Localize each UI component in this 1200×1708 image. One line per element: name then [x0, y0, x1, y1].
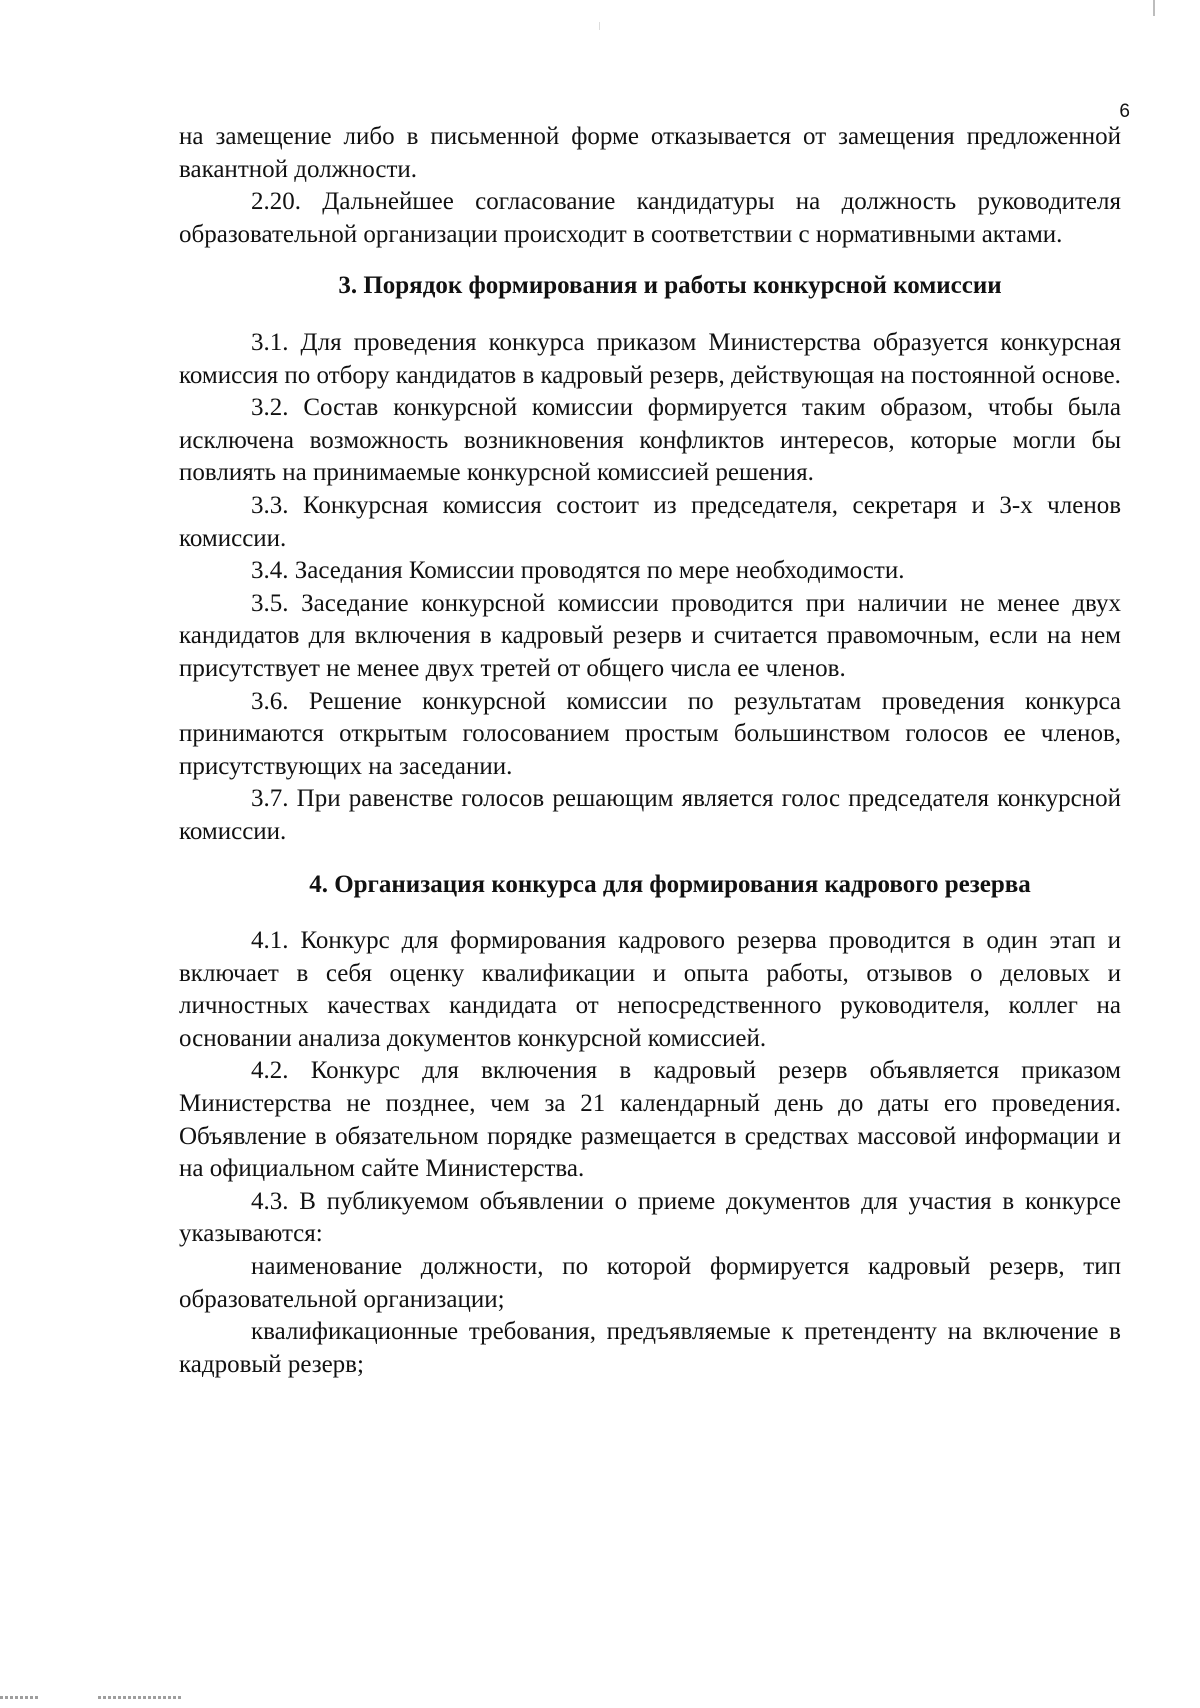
paragraph-4-1: 4.1. Конкурс для формирования кадрового резерва проводится в один этап и включает в себя оценку квалификации и опыта работы, отзывов о деловых и личностных качествах кандидата от непосредственного руководителя, коллег на основании анализа документов конкурсной комиссией. — [179, 927, 1121, 1052]
scan-edge-mark — [599, 22, 600, 30]
paragraph-3-2: 3.2. Состав конкурсной комиссии формируется таким образом, чтобы была исключена возможность возникновения конфликтов интересов, которые могли бы повлиять на принимаемые конкурсной комиссией решения. — [179, 394, 1121, 487]
paragraph-3-3: 3.3. Конкурсная комиссия состоит из председателя, секретаря и 3-х членов комиссии. — [179, 491, 1121, 552]
section-heading-4: 4. Организация конкурса для формирования кадрового резерва — [309, 871, 1031, 899]
scan-edge-mark — [98, 1696, 182, 1699]
list-item-qualification-requirements: квалификационные требования, предъявляемые к претенденту на включение в кадровый резерв; — [179, 1318, 1121, 1378]
scan-edge-mark — [1153, 0, 1155, 16]
paragraph-3-4: 3.4. Заседания Комиссии проводятся по мере необходимости. — [251, 557, 905, 585]
paragraph-3-6: 3.6. Решение конкурсной комиссии по результатам проведения конкурса принимаются открытым голосованием простым большинством голосов ее членов, присутствующих на заседании. — [179, 687, 1121, 780]
page-number: 6 — [1119, 101, 1130, 122]
paragraph-2-20: 2.20. Дальнейшее согласование кандидатуры на должность руководителя образовательной организации происходит в соответствии с нормативными актами. — [179, 188, 1121, 248]
paragraph-3-7: 3.7. При равенстве голосов решающим является голос председателя конкурсной комиссии. — [179, 785, 1121, 845]
paragraph-3-5: 3.5. Заседание конкурсной комиссии проводится при наличии не менее двух кандидатов для включения в кадровый резерв и считается правомочным, если на нем присутствует не менее двух третей от общего числа ее членов. — [179, 589, 1121, 682]
paragraph-3-1: 3.1. Для проведения конкурса приказом Министерства образуется конкурсная комиссия по отбору кандидатов в кадровый резерв, действующая на постоянной основе. — [179, 328, 1121, 389]
paragraph-4-3: 4.3. В публикуемом объявлении о приеме документов для участия в конкурсе указываются: — [179, 1187, 1121, 1248]
paragraph-continuation: на замещение либо в письменной форме отказывается от замещения предложенной вакантной должности. — [179, 123, 1121, 183]
section-heading-3: 3. Порядок формирования и работы конкурсной комиссии — [338, 272, 1002, 300]
document-body — [179, 121, 1121, 1381]
list-item-position-name: наименование должности, по которой формируется кадровый резерв, тип образовательной организации; — [179, 1253, 1121, 1313]
paragraph-4-2: 4.2. Конкурс для включения в кадровый резерв объявляется приказом Министерства не позднее, чем за 21 календарный день до даты его проведения. Объявление в обязательном порядке размещается в средствах массовой информации и на официальном сайте Министерства. — [179, 1057, 1121, 1183]
scan-edge-mark — [0, 1696, 38, 1699]
